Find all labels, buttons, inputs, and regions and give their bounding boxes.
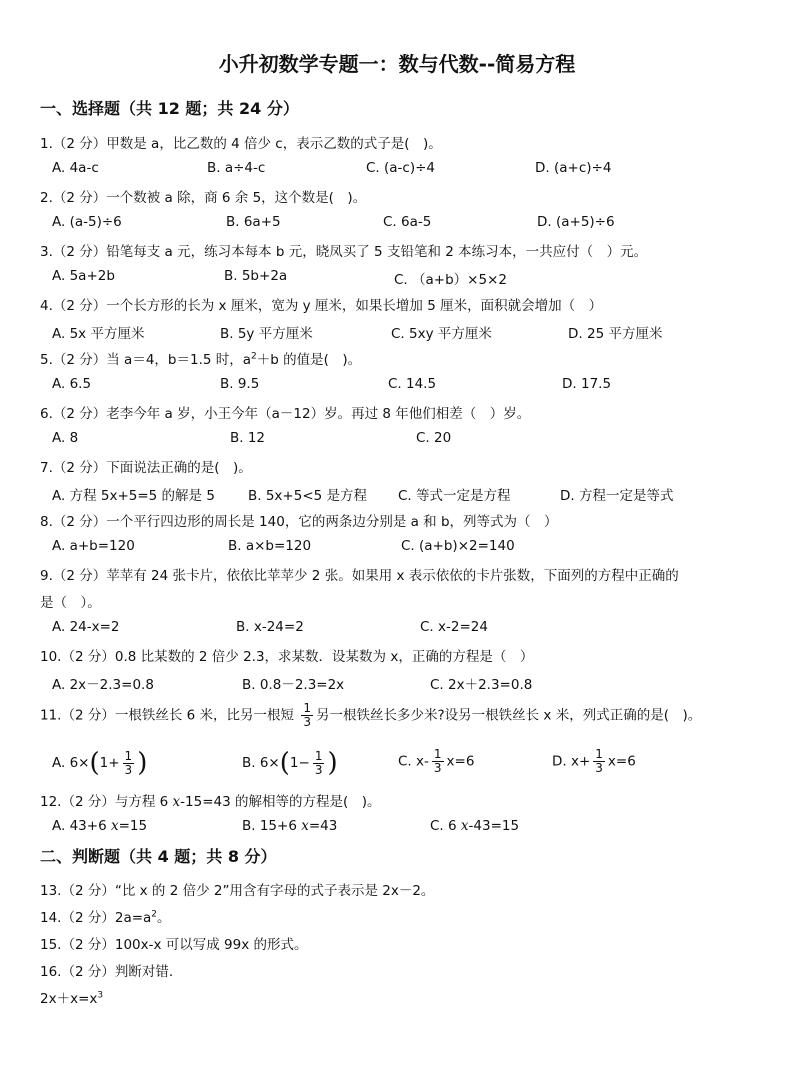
plus-sign: +	[108, 755, 120, 771]
option-c: C. (a+b)×2=140	[401, 538, 515, 554]
option-d-prefix: D. x+	[552, 753, 591, 770]
denominator: 3	[433, 761, 442, 775]
option-c-text-end: -43=15	[468, 818, 520, 834]
question-16: 16.（2 分）判断对错.	[40, 964, 174, 980]
question-10: 10.（2 分）0.8 比某数的 2 倍少 2.3，求某数．设某数为 x，正确的方程是（ ）	[40, 649, 534, 665]
option-a: A. 方程 5x+5=5 的解是 5	[52, 488, 215, 504]
question-5-text-end: ＋b 的值是( )。	[256, 352, 362, 368]
option-d: D. 方程一定是等式	[560, 488, 674, 504]
option-c: C. 5xy 平方厘米	[391, 326, 492, 342]
option-a: A. (a-5)÷6	[52, 214, 122, 230]
option-c-text: C. 6	[430, 818, 457, 834]
numerator: 1	[124, 748, 133, 763]
option-b: B. a÷4-c	[207, 160, 266, 176]
variable-x: x	[110, 818, 119, 834]
option-c: C. 20	[416, 430, 452, 446]
option-b: B. 5x+5<5 是方程	[248, 488, 368, 504]
option-c	[398, 748, 474, 775]
question-7: 7.（2 分）下面说法正确的是( )。	[40, 460, 252, 476]
option-a: A. 8	[52, 430, 79, 446]
option-d-suffix: x=6	[607, 753, 636, 770]
option-b	[242, 748, 338, 778]
numerator: 1	[433, 747, 442, 761]
section-judge-heading: 二、判断题（共 4 题；共 8 分）	[40, 847, 277, 866]
exponent: 3	[97, 990, 104, 1001]
option-b: B. 9.5	[220, 376, 260, 392]
page-title: 小升初数学专题一：数与代数--简易方程	[218, 52, 576, 76]
numerator: 1	[314, 748, 323, 763]
question-5-options	[52, 376, 752, 394]
option-c: C. 2x＋2.3=0.8	[430, 677, 533, 693]
question-12-options	[52, 818, 752, 836]
option-b: B. 6a+5	[226, 214, 281, 230]
fraction-one-third	[593, 748, 605, 775]
option-b-text-end: =43	[308, 818, 338, 834]
exponent: 2	[251, 351, 257, 362]
fraction-one-third	[432, 748, 444, 775]
question-2: 2.（2 分）一个数被 a 除，商 6 余 5，这个数是( )。	[40, 190, 367, 206]
question-8-options	[52, 538, 752, 556]
option-c: C. 6a-5	[383, 214, 432, 230]
option-d	[552, 748, 636, 775]
question-14-text-end: 。	[157, 910, 171, 926]
question-12-text-end: -15=43 的解相等的方程是( )。	[180, 794, 381, 810]
question-14-text: 14.（2 分）2a=a	[40, 910, 152, 926]
option-c-suffix: x=6	[446, 753, 475, 770]
right-paren: )	[327, 748, 338, 778]
option-a: A. 4a-c	[52, 160, 99, 176]
question-3-options	[52, 268, 752, 286]
question-14	[40, 906, 171, 926]
minus-sign: −	[298, 755, 310, 771]
left-paren: (	[89, 748, 100, 778]
option-c: C. 14.5	[388, 376, 437, 392]
right-paren: )	[137, 748, 148, 778]
option-d: D. 17.5	[562, 376, 612, 392]
question-5	[40, 348, 361, 368]
option-a-text-end: =15	[118, 818, 148, 834]
option-d: D. (a+5)÷6	[537, 214, 615, 230]
question-8: 8.（2 分）一个平行四边形的周长是 140，它的两条边分别是 a 和 b，列等式为（ ）	[40, 514, 558, 530]
fraction-one-third	[123, 750, 135, 777]
option-a	[52, 748, 147, 778]
statement-text: 2x＋x=x	[40, 991, 98, 1007]
denominator: 3	[314, 762, 323, 777]
numerator: 1	[595, 747, 603, 761]
question-9: 9.（2 分）苹苹有 24 张卡片，依依比苹苹少 2 张。如果用 x 表示依依的卡片张数，下面列的方程中正确的	[40, 568, 679, 584]
option-b: B. 5b+2a	[224, 268, 288, 284]
option-a-text: A. 43+6	[52, 818, 107, 834]
variable-x: x	[172, 794, 181, 810]
question-12-text: 12.（2 分）与方程 6	[40, 794, 169, 810]
option-a: A. 24-x=2	[52, 619, 120, 635]
option-b: B. 12	[230, 430, 266, 446]
question-9-continued: 是（ ）。	[40, 595, 101, 611]
variable-x: x	[301, 818, 309, 834]
denominator: 3	[595, 761, 603, 775]
question-3: 3.（2 分）铅笔每支 a 元，练习本每本 b 元，晓凤买了 5 支铅笔和 2 本练习本，一共应付（ ）元。	[40, 244, 648, 260]
exponent: 2	[151, 909, 158, 920]
option-c-prefix: C. x-	[398, 753, 429, 770]
option-a: A. 5x 平方厘米	[52, 326, 145, 342]
question-6: 6.（2 分）老李今年 a 岁，小王今年（a－12）岁。再过 8 年他们相差（ ）岁。	[40, 406, 531, 422]
option-b-text: B. 15+6	[242, 818, 297, 834]
numerator: 1	[303, 701, 311, 715]
option-d: D. 25 平方厘米	[568, 326, 663, 342]
question-2-options	[52, 214, 752, 232]
option-c: C. (a-c)÷4	[366, 160, 436, 176]
question-11-text: 11.（2 分）一根铁丝长 6 米，比另一根短	[40, 707, 295, 724]
option-a-prefix: A. 6×	[52, 755, 90, 771]
denominator: 3	[124, 762, 133, 777]
question-12	[40, 790, 381, 810]
option-a	[52, 818, 147, 834]
question-6-options	[52, 430, 752, 448]
option-b: B. a×b=120	[228, 538, 312, 554]
option-b: B. x-24=2	[236, 619, 304, 635]
question-4-options	[52, 322, 752, 340]
question-15: 15.（2 分）100x-x 可以写成 99x 的形式。	[40, 937, 308, 953]
question-10-options	[52, 673, 752, 691]
question-11-text-end: 另一根铁丝长多少米?设另一根铁丝长 x 米，列式正确的是( )。	[315, 707, 702, 724]
question-13: 13.（2 分）“比 x 的 2 倍少 2”用含有字母的式子表示是 2x－2。	[40, 883, 435, 899]
term-one: 1	[289, 755, 299, 771]
option-a: A. 6.5	[52, 376, 92, 392]
option-b	[242, 818, 337, 834]
fraction-one-third	[313, 750, 325, 777]
option-a: A. 5a+2b	[52, 268, 115, 284]
section-choice-heading: 一、选择题（共 12 题；共 24 分）	[40, 99, 299, 118]
fraction-one-third	[301, 702, 313, 729]
question-9-options	[52, 619, 752, 637]
question-4: 4.（2 分）一个长方形的长为 x 厘米，宽为 y 厘米，如果长增加 5 厘米，面积就会增加（ ）	[40, 298, 603, 314]
question-5-text: 5.（2 分）当 a＝4，b＝1.5 时，a	[40, 352, 252, 368]
question-11	[40, 702, 701, 729]
question-1: 1.（2 分）甲数是 a，比乙数的 4 倍少 c，表示乙数的式子是( )。	[40, 136, 442, 152]
term-one: 1	[99, 755, 109, 771]
question-1-options	[52, 160, 752, 178]
question-11-options	[52, 748, 752, 782]
option-c: C. 等式一定是方程	[398, 488, 511, 504]
option-c	[430, 818, 519, 834]
option-a: A. 2x－2.3=0.8	[52, 677, 154, 693]
variable-x: x	[460, 818, 469, 834]
option-d: D. (a+c)÷4	[535, 160, 612, 176]
option-b: B. 5y 平方厘米	[220, 326, 313, 342]
question-7-options	[52, 484, 752, 502]
option-c: C. （a+b）×5×2	[394, 272, 507, 288]
option-c: C. x-2=24	[420, 619, 488, 635]
left-paren: (	[279, 748, 290, 778]
option-b-prefix: B. 6×	[242, 755, 280, 771]
question-16-statement	[40, 987, 103, 1007]
option-b: B. 0.8－2.3=2x	[242, 677, 345, 693]
option-a: A. a+b=120	[52, 538, 135, 554]
denominator: 3	[303, 715, 311, 729]
